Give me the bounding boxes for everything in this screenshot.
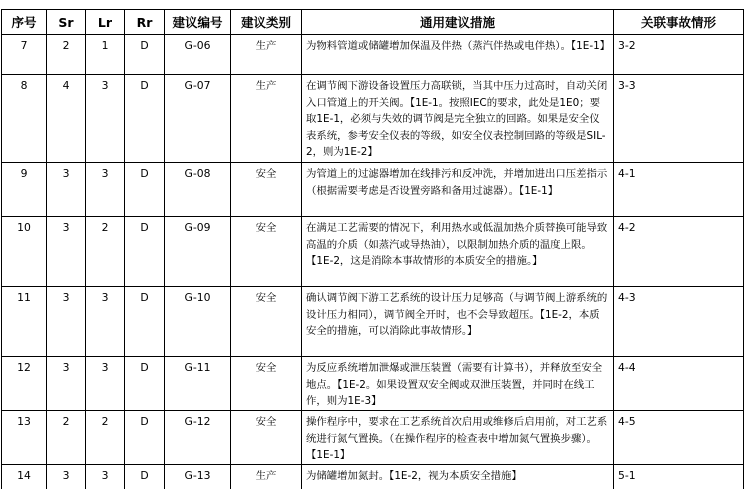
cell-lr: 1 — [86, 35, 125, 75]
table-row — [2, 465, 744, 491]
cell-seq: 10 — [2, 217, 47, 287]
cell-measure: 为物料管道或储罐增加保温及伴热（蒸汽伴热或电伴热）。【1E-1】 — [302, 35, 614, 75]
table-row — [2, 75, 744, 163]
cell-lr: 3 — [86, 465, 125, 491]
cell-scenario: 4-1 — [614, 163, 744, 217]
cell-lr: 2 — [86, 411, 125, 465]
cell-scenario: 3-3 — [614, 75, 744, 163]
cell-sr: 2 — [47, 411, 86, 465]
cell-category: 生产 — [231, 75, 302, 163]
cell-category: 安全 — [231, 357, 302, 411]
cell-measure: 确认调节阀下游工艺系统的设计压力足够高（与调节阀上游系统的设计压力相同），调节阀全开时，也不会导致超压。【1E-2，本质安全的措施，可以消除此事故情形。】 — [302, 287, 614, 357]
cell-sr: 3 — [47, 357, 86, 411]
page-cutoff-mask — [0, 489, 745, 495]
cell-rr: D — [125, 217, 165, 287]
table-row — [2, 163, 744, 217]
header-sr: Sr — [47, 10, 86, 35]
cell-seq: 8 — [2, 75, 47, 163]
cell-sr: 3 — [47, 287, 86, 357]
table-row — [2, 217, 744, 287]
table-row — [2, 35, 744, 75]
cell-measure: 在调节阀下游设备设置压力高联锁，当其中压力过高时，自动关闭入口管道上的开关阀。【1E-1。按照IEC的要求，此处是1E0；要取1E-1，必须与失效的调节阀是完全独立的回路。如果是安全仪表系统，参考安全仪表的等级，如安全仪表控制回路的等级是SIL-2，则为1E-2】 — [302, 75, 614, 163]
table-row — [2, 411, 744, 465]
cell-seq: 9 — [2, 163, 47, 217]
cell-scenario: 5-1 — [614, 465, 744, 491]
cell-seq: 13 — [2, 411, 47, 465]
cell-code: G-08 — [165, 163, 231, 217]
header-category: 建议类别 — [231, 10, 302, 35]
cell-measure: 操作程序中，要求在工艺系统首次启用或维修后启用前，对工艺系统进行氮气置换。（在操作程序的检查表中增加氮气置换步骤）。【1E-1】 — [302, 411, 614, 465]
cell-seq: 11 — [2, 287, 47, 357]
cell-lr: 3 — [86, 357, 125, 411]
cell-lr: 3 — [86, 287, 125, 357]
cell-code: G-06 — [165, 35, 231, 75]
header-row — [2, 10, 744, 35]
cell-seq: 12 — [2, 357, 47, 411]
cell-sr: 3 — [47, 465, 86, 491]
cell-rr: D — [125, 75, 165, 163]
cell-sr: 2 — [47, 35, 86, 75]
cell-code: G-07 — [165, 75, 231, 163]
header-rr: Rr — [125, 10, 165, 35]
cell-category: 安全 — [231, 287, 302, 357]
cell-lr: 2 — [86, 217, 125, 287]
header-code: 建议编号 — [165, 10, 231, 35]
cell-sr: 3 — [47, 163, 86, 217]
cell-rr: D — [125, 163, 165, 217]
cell-measure: 在满足工艺需要的情况下，利用热水或低温加热介质替换可能导致高温的介质（如蒸汽或导热油），以限制加热介质的温度上限。【1E-2，这是消除本事故情形的本质安全的措施。】 — [302, 217, 614, 287]
cell-seq: 14 — [2, 465, 47, 491]
table-row — [2, 357, 744, 411]
cell-scenario: 4-5 — [614, 411, 744, 465]
header-seq: 序号 — [2, 10, 47, 35]
cell-code: G-13 — [165, 465, 231, 491]
cell-category: 生产 — [231, 465, 302, 491]
cell-category: 安全 — [231, 163, 302, 217]
cell-rr: D — [125, 287, 165, 357]
cell-scenario: 4-2 — [614, 217, 744, 287]
cell-category: 安全 — [231, 217, 302, 287]
header-lr: Lr — [86, 10, 125, 35]
cell-seq: 7 — [2, 35, 47, 75]
safety-recommendation-table — [1, 9, 744, 491]
cell-rr: D — [125, 465, 165, 491]
cell-rr: D — [125, 35, 165, 75]
cell-sr: 4 — [47, 75, 86, 163]
header-measure: 通用建议措施 — [302, 10, 614, 35]
cell-measure: 为反应系统增加泄爆或泄压装置（需要有计算书），并释放至安全地点。【1E-2。如果设置双安全阀或双泄压装置，并同时在线工作，则为1E-3】 — [302, 357, 614, 411]
cell-code: G-12 — [165, 411, 231, 465]
cell-lr: 3 — [86, 75, 125, 163]
cell-rr: D — [125, 357, 165, 411]
cell-code: G-11 — [165, 357, 231, 411]
cell-measure: 为管道上的过滤器增加在线排污和反冲洗，并增加进出口压差指示（根据需要考虑是否设置旁路和备用过滤器）。【1E-1】 — [302, 163, 614, 217]
cell-code: G-10 — [165, 287, 231, 357]
cell-code: G-09 — [165, 217, 231, 287]
cell-category: 安全 — [231, 411, 302, 465]
cell-scenario: 4-4 — [614, 357, 744, 411]
header-scenario: 关联事故情形 — [614, 10, 744, 35]
table-row — [2, 287, 744, 357]
cell-measure: 为储罐增加氮封。【1E-2，视为本质安全措施】 — [302, 465, 614, 491]
cell-sr: 3 — [47, 217, 86, 287]
cell-lr: 3 — [86, 163, 125, 217]
cell-category: 生产 — [231, 35, 302, 75]
cell-scenario: 3-2 — [614, 35, 744, 75]
cell-scenario: 4-3 — [614, 287, 744, 357]
cell-rr: D — [125, 411, 165, 465]
